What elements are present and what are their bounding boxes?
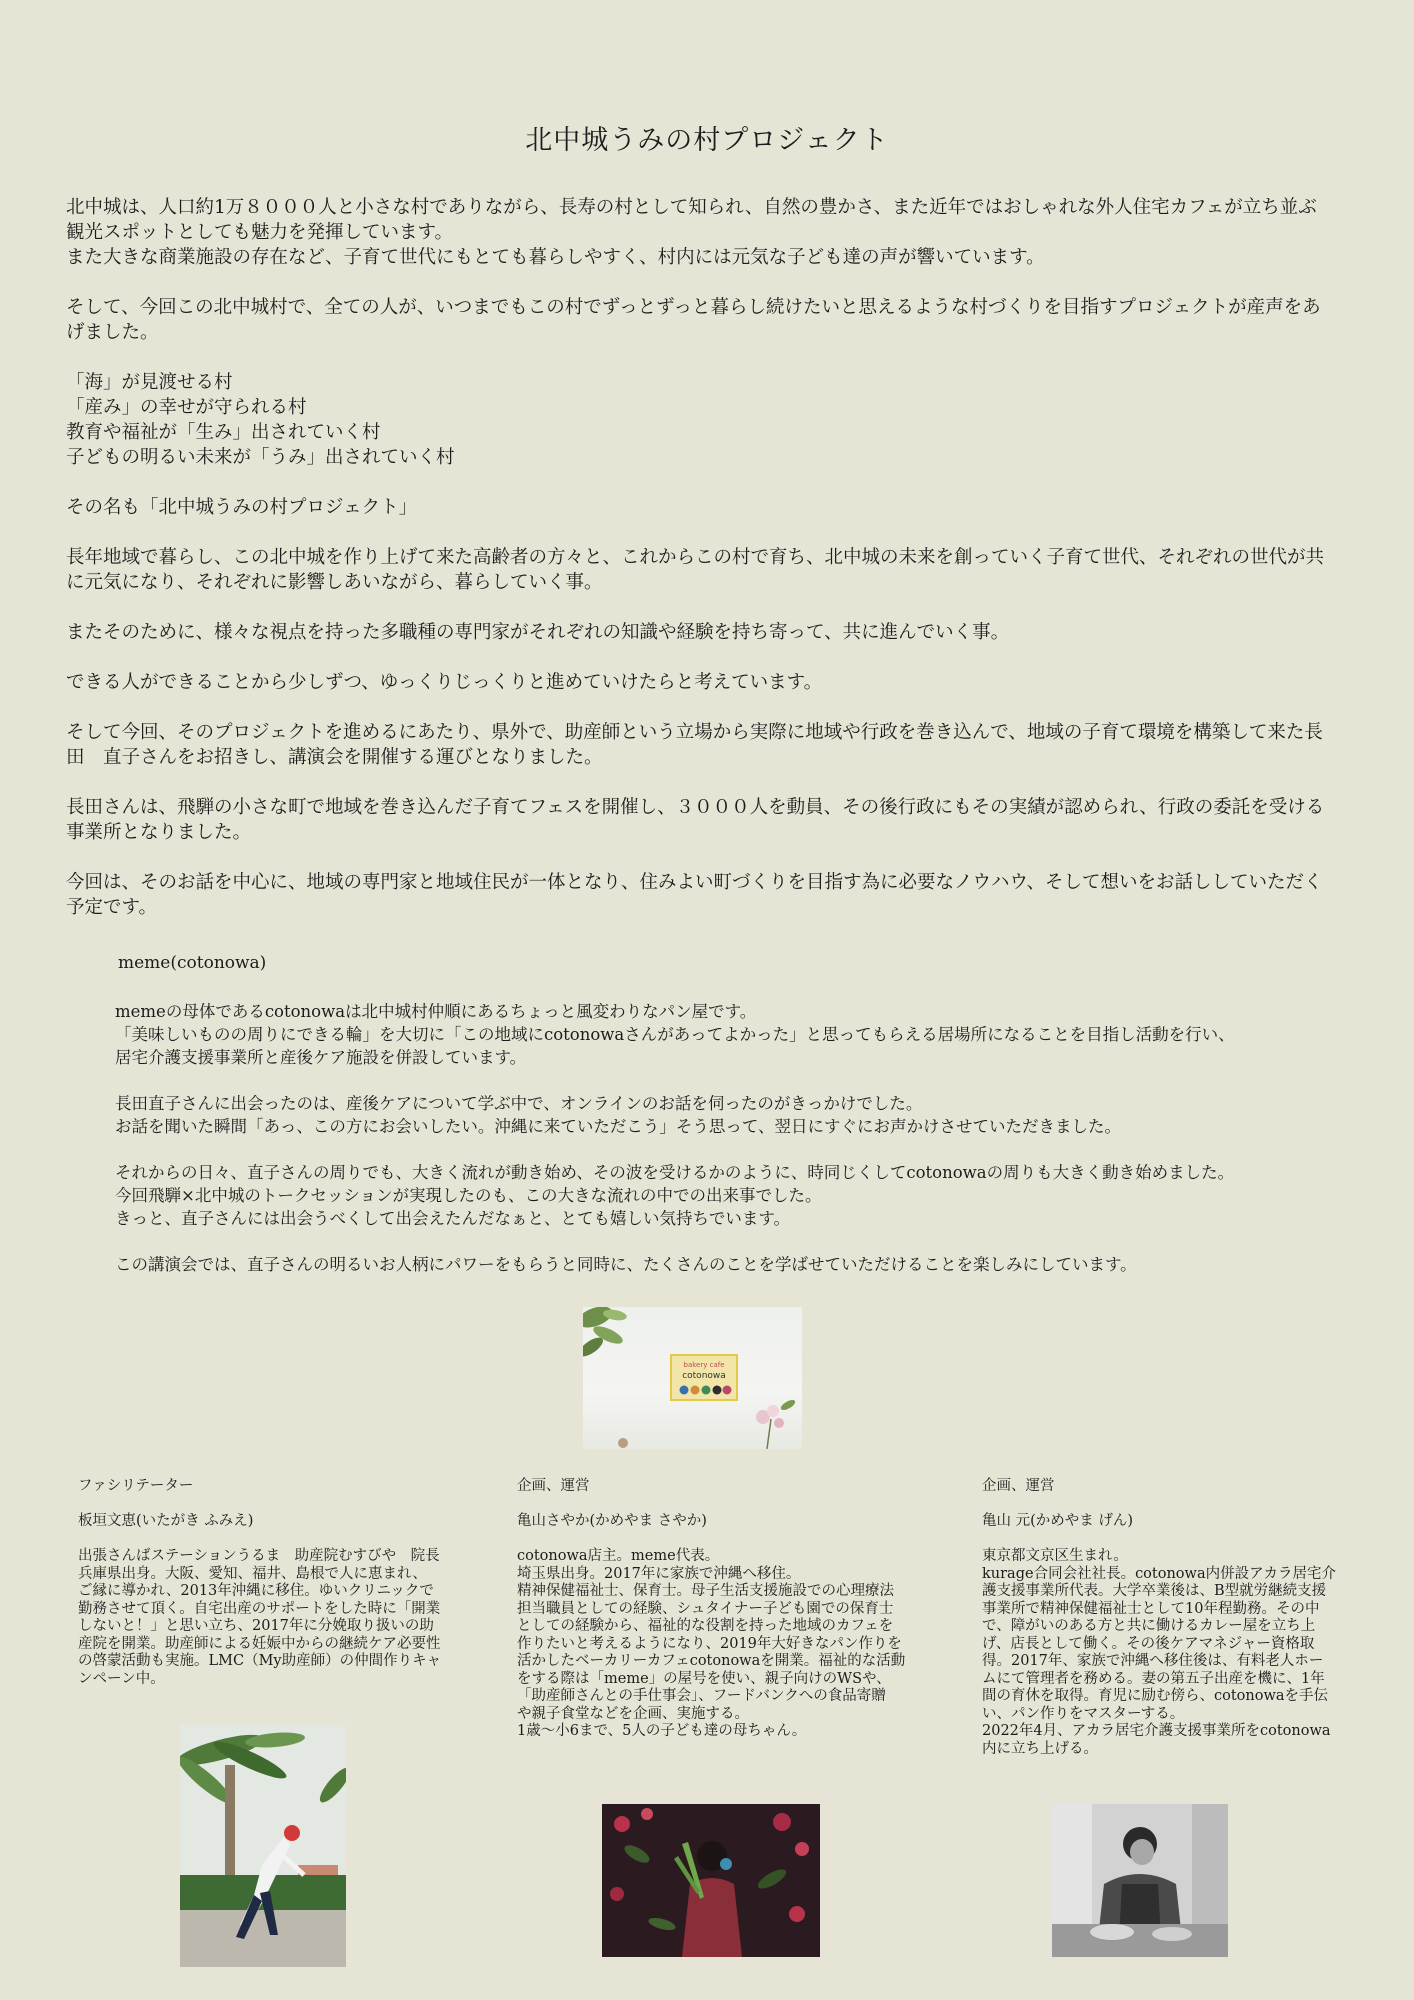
person-bio: 東京都文京区生まれ。 kurage合同会社社長。cotonowa内併設アカラ居宅介 護支援事業所代表。大学卒業後は、B型就労継続支援 事業所で精神保健福祉士として10年程勤務。その中 で、障がいのある方と共に働けるカレー屋を立ち上 げ、店長として働く。その後ケアマネジャー資格取 得。2017年、家族で沖縄へ移住後は、有料老人ホー ムにて管理者を務める。妻の第五子出産を機に、1年 間の育休を取得。育児に励む傍ら、cotonowaを手伝 い、パン作りをマスターする。 2022年4月、アカラ居宅介護支援事業所をcotonowa 内に立ち上げる。 — [982, 1548, 1336, 1757]
person-column-facilitator — [78, 1478, 476, 1688]
person-photo-illustration — [180, 1725, 346, 1967]
intro-paragraph: またそのために、様々な視点を持った多職種の専門家がそれぞれの知識や経験を持ち寄って、共に進んでいく事。 — [66, 622, 1010, 643]
meme-heading: meme(cotonowa) — [118, 953, 267, 973]
person-photo-illustration — [1052, 1804, 1228, 1957]
shop-photo-illustration — [583, 1307, 802, 1449]
meme-section — [115, 952, 1335, 1299]
intro-paragraph: 長田さんは、飛騨の小さな町で地域を巻き込んだ子育てフェスを開催し、３０００人を動員、その後行政にもその実績が認められ、行政の委託を受ける事業所となりました。 — [66, 797, 1325, 843]
intro-paragraph: 今回は、そのお話を中心に、地域の専門家と地域住民が一体となり、住みよい町づくりを目指す為に必要なノウハウ、そして想いをお話ししていただく予定です。 — [66, 872, 1323, 918]
flower-icon — [756, 1398, 797, 1449]
portrait-photo-gen — [1052, 1804, 1228, 1957]
person-bio: cotonowa店主。meme代表。 埼玉県出身。2017年に家族で沖縄へ移住。 精神保健福祉士、保育士。母子生活支援施設での心理療法 担当職員としての経験、シュタイナー子ども園での保育士 としての経験から、福祉的な役割を持った地域のカフェを 作りたいと考えるようになり、2019年大好きなパン作りを 活かしたベーカリーカフェcotonowaを開業。福祉的な活動 をする際は「meme」の屋号を使い、親子向けのWSや、 「助産師さんとの手仕事会」、フードバンクへの食品寄贈 や親子食堂などを企画、実施する。 1歳〜小6まで、5人の子ども達の母ちゃん。 — [517, 1548, 906, 1739]
person-name: 亀山 元(かめやま げん) — [982, 1513, 1134, 1529]
cotonowa-sign-photo — [583, 1307, 802, 1449]
intro-paragraph: できる人ができることから少しずつ、ゆっくりじっくりと進めていけたらと考えています。 — [66, 672, 823, 693]
intro-paragraph: そして、今回この北中城村で、全ての人が、いつまでもこの村でずっとずっと暮らし続けたいと思えるような村づくりを目指すプロジェクトが産声をあげました。 — [66, 297, 1321, 343]
person-name: 板垣文恵(いたがき ふみえ) — [78, 1513, 254, 1529]
portrait-photo-sayaka — [602, 1804, 820, 1957]
intro-section — [66, 195, 1328, 945]
intro-paragraph: その名も「北中城うみの村プロジェクト」 — [66, 497, 418, 518]
svg-text:cotonowa: cotonowa — [682, 1371, 726, 1381]
intro-paragraph: 「海」が見渡せる村 「産み」の幸せが守られる村 教育や福祉が「生み」出されていく村 子どもの明るい未来が「うみ」出されていく村 — [66, 372, 455, 468]
meme-paragraph: この講演会では、直子さんの明るいお人柄にパワーをもらうと同時に、たくさんのことを学ばせていただけることを楽しみにしています。 — [115, 1255, 1137, 1274]
intro-paragraph: 北中城は、人口約1万８０００人と小さな村でありながら、長寿の村として知られ、自然の豊かさ、また近年ではおしゃれな外人住宅カフェが立ち並ぶ観光スポットとしても魅力を発揮しています。 また大きな商業施設の存在など、子育て世代にもとても暮らしやすく、村内には元気な子ども達の声が響いています。 — [66, 197, 1317, 268]
person-role: 企画、運営 — [517, 1478, 590, 1494]
leaf-icon — [583, 1307, 628, 1360]
person-photo-illustration — [602, 1804, 820, 1957]
meme-paragraph: memeの母体であるcotonowaは北中城村仲順にあるちょっと風変わりなパン屋です。 「美味しいものの周りにできる輪」を大切に「この地域にcotonowaさんがあってよかった」と思ってもらえる居場所になることを目指し活動を行い、 居宅介護支援事業所と産後ケア施設を併設しています。 — [115, 1002, 1235, 1067]
person-name: 亀山さやか(かめやま さやか) — [517, 1513, 707, 1529]
person-column-organizer-gen — [982, 1478, 1358, 1758]
intro-paragraph: そして今回、そのプロジェクトを進めるにあたり、県外で、助産師という立場から実際に地域や行政を巻き込んで、地域の子育て環境を構築して来た長田 直子さんをお招きし、講演会を開催する運びとなりました。 — [66, 722, 1323, 768]
meme-paragraph: 長田直子さんに出会ったのは、産後ケアについて学ぶ中で、オンラインのお話を伺ったのがきっかけでした。 お話を聞いた瞬間「あっ、この方にお会いしたい。沖縄に来ていただこう」そう思って、翌日にすぐにお声かけさせていただきました。 — [115, 1094, 1122, 1136]
person-bio: 出張さんばステーションうるま 助産院むすびや 院長 兵庫県出身。大阪、愛知、福井、島根で人に恵まれ、 ご縁に導かれ、2013年沖縄に移住。ゆいクリニックで 勤務させて頂く。自宅出産のサポートをした時に「開業 しないと！」と思い立ち、2017年に分娩取り扱いの助 産院を開業。助産師による妊娠中からの継続ケア必要性 の啓蒙活動も実施。LMC（My助産師）の仲間作りキャ ンペーン中。 — [78, 1548, 442, 1687]
person-role: ファシリテーター — [78, 1478, 194, 1494]
page-title: 北中城うみの村プロジェクト — [525, 125, 889, 156]
svg-text:bakery cafe: bakery cafe — [683, 1361, 725, 1369]
meme-paragraph: それからの日々、直子さんの周りでも、大きく流れが動き始め、その波を受けるかのように、時同じくしてcotonowaの周りも大きく動き始めました。 今回飛騨×北中城のトークセッションが実現したのも、この大きな流れの中での出来事でした。 きっと、直子さんには出会うべくして出会えたんだなぁと、とても嬉しい気持ちでいます。 — [115, 1163, 1235, 1228]
portrait-photo-itagaki — [180, 1725, 346, 1967]
person-role: 企画、運営 — [982, 1478, 1055, 1494]
intro-paragraph: 長年地域で暮らし、この北中城を作り上げて来た高齢者の方々と、これからこの村で育ち、北中城の未来を創っていく子育て世代、それぞれの世代が共に元気になり、それぞれに影響しあいながら、暮らしていく事。 — [66, 547, 1325, 593]
person-column-organizer-sayaka — [517, 1478, 935, 1741]
